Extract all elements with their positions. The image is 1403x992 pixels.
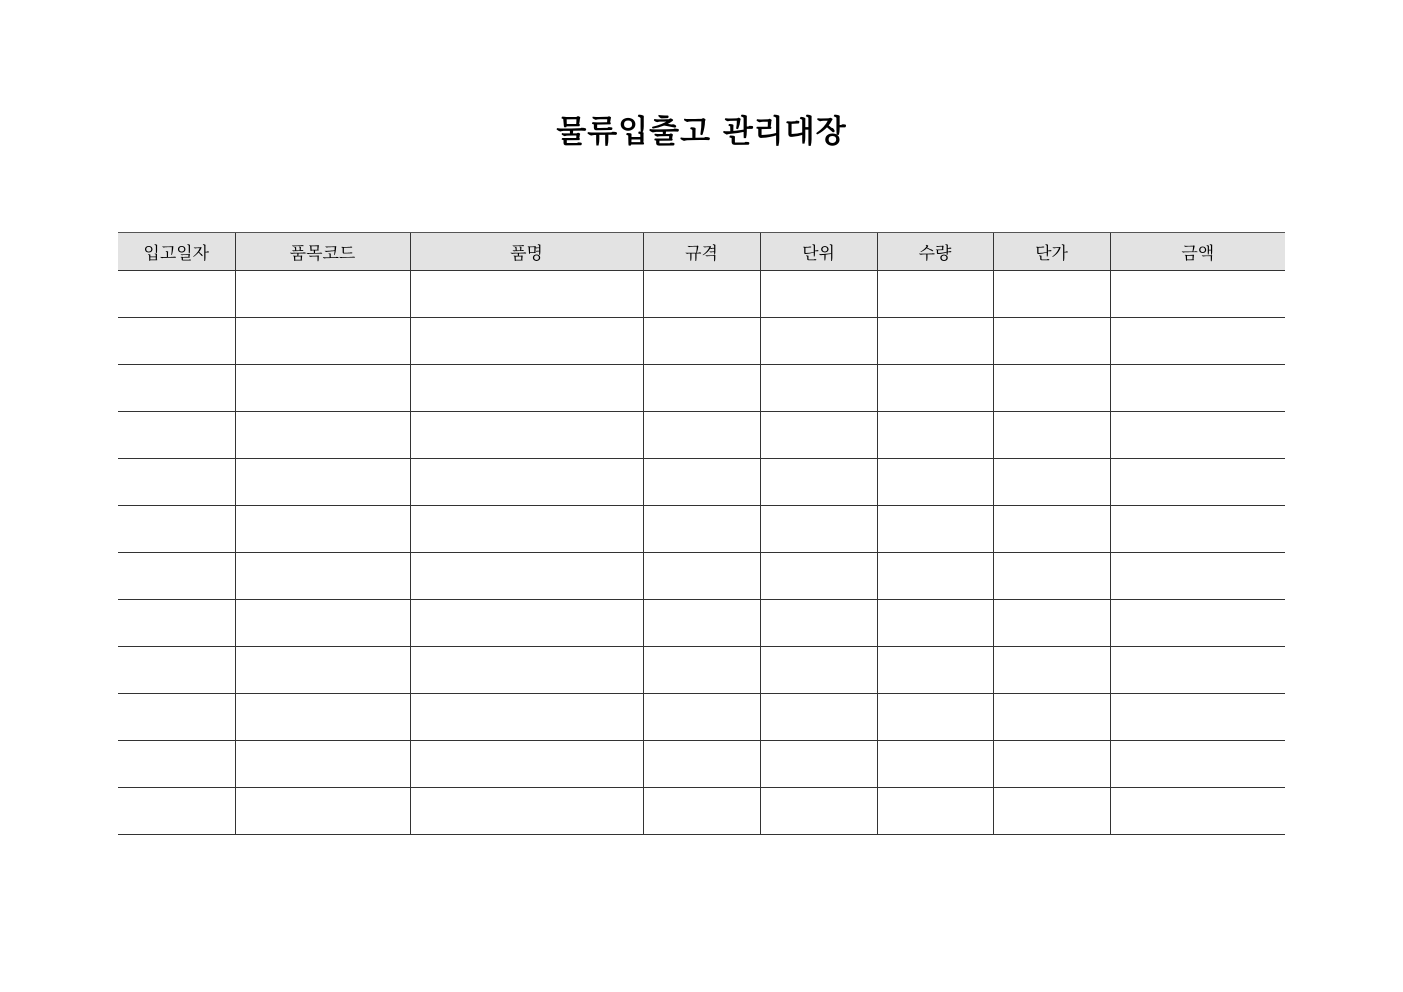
cell-date[interactable] xyxy=(118,271,235,318)
table-header-row xyxy=(118,233,1285,271)
cell-unit-price[interactable] xyxy=(993,788,1110,835)
page-title: 물류입출고 관리대장 xyxy=(556,114,847,150)
table-row xyxy=(118,459,1285,506)
cell-quantity[interactable] xyxy=(877,741,993,788)
cell-spec[interactable] xyxy=(643,365,760,412)
cell-spec[interactable] xyxy=(643,741,760,788)
cell-amount[interactable] xyxy=(1110,694,1285,741)
cell-unit-price[interactable] xyxy=(993,600,1110,647)
cell-date[interactable] xyxy=(118,600,235,647)
cell-spec[interactable] xyxy=(643,553,760,600)
cell-date[interactable] xyxy=(118,459,235,506)
cell-item-name[interactable] xyxy=(410,788,643,835)
cell-unit-price[interactable] xyxy=(993,459,1110,506)
column-header-quantity: 수량 xyxy=(877,233,993,271)
cell-item-name[interactable] xyxy=(410,506,643,553)
cell-date[interactable] xyxy=(118,506,235,553)
cell-item-name[interactable] xyxy=(410,318,643,365)
cell-spec[interactable] xyxy=(643,459,760,506)
cell-item-code[interactable] xyxy=(235,412,410,459)
cell-quantity[interactable] xyxy=(877,365,993,412)
cell-date[interactable] xyxy=(118,318,235,365)
cell-amount[interactable] xyxy=(1110,647,1285,694)
cell-item-code[interactable] xyxy=(235,600,410,647)
cell-item-code[interactable] xyxy=(235,271,410,318)
table-row xyxy=(118,553,1285,600)
cell-item-code[interactable] xyxy=(235,506,410,553)
cell-spec[interactable] xyxy=(643,271,760,318)
cell-item-name[interactable] xyxy=(410,271,643,318)
cell-unit-price[interactable] xyxy=(993,506,1110,553)
column-header-unit: 단위 xyxy=(760,233,877,271)
cell-item-code[interactable] xyxy=(235,694,410,741)
cell-spec[interactable] xyxy=(643,600,760,647)
cell-unit[interactable] xyxy=(760,271,877,318)
cell-unit[interactable] xyxy=(760,506,877,553)
cell-item-name[interactable] xyxy=(410,694,643,741)
column-header-spec: 규격 xyxy=(643,233,760,271)
table-row xyxy=(118,365,1285,412)
cell-spec[interactable] xyxy=(643,318,760,365)
cell-quantity[interactable] xyxy=(877,788,993,835)
ledger-table xyxy=(118,232,1285,835)
cell-item-code[interactable] xyxy=(235,553,410,600)
table-row xyxy=(118,412,1285,459)
table-row xyxy=(118,600,1285,647)
cell-unit[interactable] xyxy=(760,365,877,412)
cell-amount[interactable] xyxy=(1110,318,1285,365)
cell-item-code[interactable] xyxy=(235,318,410,365)
cell-unit-price[interactable] xyxy=(993,412,1110,459)
cell-unit[interactable] xyxy=(760,788,877,835)
cell-quantity[interactable] xyxy=(877,271,993,318)
cell-unit-price[interactable] xyxy=(993,694,1110,741)
cell-amount[interactable] xyxy=(1110,600,1285,647)
cell-quantity[interactable] xyxy=(877,459,993,506)
cell-amount[interactable] xyxy=(1110,553,1285,600)
cell-item-name[interactable] xyxy=(410,459,643,506)
cell-amount[interactable] xyxy=(1110,459,1285,506)
cell-amount[interactable] xyxy=(1110,271,1285,318)
cell-unit[interactable] xyxy=(760,318,877,365)
cell-quantity[interactable] xyxy=(877,694,993,741)
cell-item-name[interactable] xyxy=(410,741,643,788)
column-header-date: 입고일자 xyxy=(118,233,235,271)
cell-item-name[interactable] xyxy=(410,600,643,647)
column-header-item-code: 품목코드 xyxy=(235,233,410,271)
table-row xyxy=(118,271,1285,318)
cell-spec[interactable] xyxy=(643,788,760,835)
cell-quantity[interactable] xyxy=(877,412,993,459)
cell-date[interactable] xyxy=(118,365,235,412)
cell-item-code[interactable] xyxy=(235,647,410,694)
cell-spec[interactable] xyxy=(643,694,760,741)
ledger-body xyxy=(118,271,1285,835)
cell-spec[interactable] xyxy=(643,506,760,553)
cell-unit[interactable] xyxy=(760,600,877,647)
cell-item-code[interactable] xyxy=(235,741,410,788)
cell-quantity[interactable] xyxy=(877,600,993,647)
column-header-unit-price: 단가 xyxy=(993,233,1110,271)
cell-unit-price[interactable] xyxy=(993,318,1110,365)
cell-amount[interactable] xyxy=(1110,741,1285,788)
cell-quantity[interactable] xyxy=(877,553,993,600)
column-header-item-name: 품명 xyxy=(410,233,643,271)
cell-unit[interactable] xyxy=(760,459,877,506)
cell-date[interactable] xyxy=(118,647,235,694)
cell-quantity[interactable] xyxy=(877,506,993,553)
cell-item-code[interactable] xyxy=(235,788,410,835)
cell-amount[interactable] xyxy=(1110,788,1285,835)
table-row xyxy=(118,694,1285,741)
cell-unit-price[interactable] xyxy=(993,271,1110,318)
cell-unit-price[interactable] xyxy=(993,741,1110,788)
cell-amount[interactable] xyxy=(1110,365,1285,412)
cell-spec[interactable] xyxy=(643,412,760,459)
table-row xyxy=(118,741,1285,788)
cell-unit[interactable] xyxy=(760,741,877,788)
cell-amount[interactable] xyxy=(1110,412,1285,459)
cell-date[interactable] xyxy=(118,412,235,459)
cell-date[interactable] xyxy=(118,741,235,788)
column-header-amount: 금액 xyxy=(1110,233,1285,271)
cell-item-name[interactable] xyxy=(410,365,643,412)
cell-unit[interactable] xyxy=(760,412,877,459)
cell-unit[interactable] xyxy=(760,553,877,600)
cell-item-code[interactable] xyxy=(235,365,410,412)
cell-unit[interactable] xyxy=(760,694,877,741)
cell-unit-price[interactable] xyxy=(993,553,1110,600)
cell-item-name[interactable] xyxy=(410,553,643,600)
cell-unit[interactable] xyxy=(760,647,877,694)
cell-date[interactable] xyxy=(118,553,235,600)
cell-spec[interactable] xyxy=(643,647,760,694)
cell-date[interactable] xyxy=(118,788,235,835)
cell-unit-price[interactable] xyxy=(993,647,1110,694)
cell-quantity[interactable] xyxy=(877,647,993,694)
cell-quantity[interactable] xyxy=(877,318,993,365)
table-row xyxy=(118,647,1285,694)
cell-unit-price[interactable] xyxy=(993,365,1110,412)
table-row xyxy=(118,318,1285,365)
cell-amount[interactable] xyxy=(1110,506,1285,553)
cell-item-name[interactable] xyxy=(410,412,643,459)
cell-item-code[interactable] xyxy=(235,459,410,506)
cell-date[interactable] xyxy=(118,694,235,741)
table-row xyxy=(118,788,1285,835)
table-row xyxy=(118,506,1285,553)
cell-item-name[interactable] xyxy=(410,647,643,694)
